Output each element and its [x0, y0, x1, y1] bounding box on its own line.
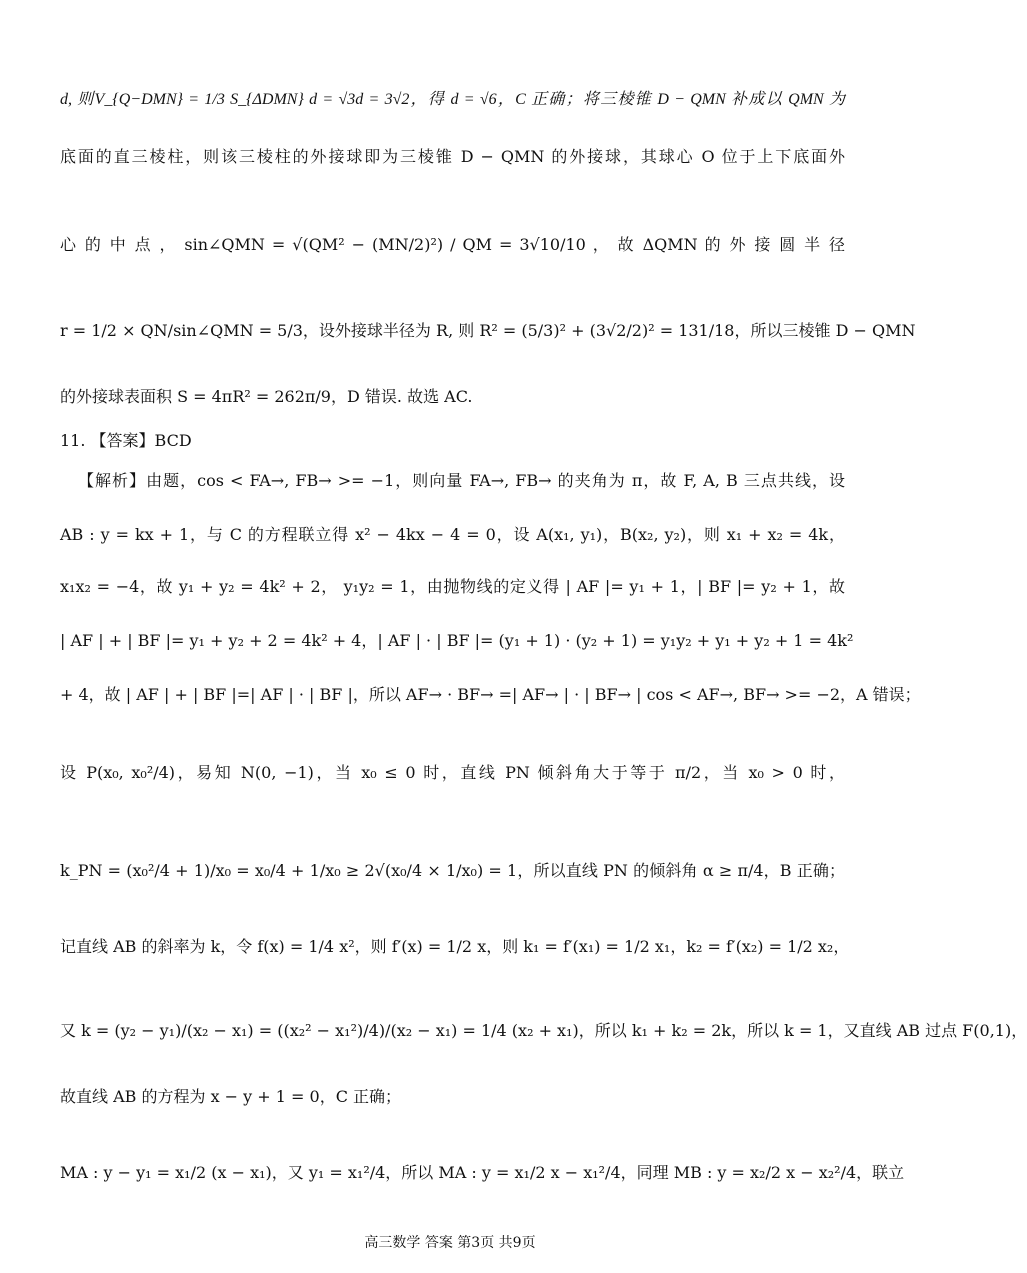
line-text: MA : y − y₁ = x₁/2 (x − x₁)，又 y₁ = x₁²/4，所以 MA : y = x₁/2 x − x₁²/4，同理 MB : y = x₂/2 x − x₂²/4，联立 — [60, 1163, 905, 1182]
line-text: 记直线 AB 的斜率为 k，令 f(x) = 1/4 x²，则 f′(x) = 1/2 x，则 k₁ = f′(x₁) = 1/2 x₁，k₂ = f′(x₂) = 1/2 x₂， — [60, 937, 850, 956]
line-text: r = 1/2 × QN/sin∠QMN = 5/3，设外接球半径为 R, 则 R² = (5/3)² + (3√2/2)² = 131/18，所以三棱锥 D − QMN — [60, 321, 916, 340]
line-text: | AF | + | BF |= y₁ + y₂ + 2 = 4k² + 4，| AF | · | BF |= (y₁ + 1) · (y₂ + 1) = y₁y₂ + y₁ + y₂ + 1 = 4k² — [60, 631, 854, 650]
line-10 — [60, 628, 854, 654]
line-7 — [78, 468, 845, 494]
line-1 — [60, 86, 845, 113]
line-2 — [60, 144, 845, 170]
line-text: AB : y = kx + 1，与 C 的方程联立得 x² − 4kx − 4 = 0，设 A(x₁, y₁)，B(x₂, y₂)，则 x₁ + x₂ = 4k， — [60, 525, 845, 544]
line-text: 故直线 AB 的方程为 x − y + 1 = 0，C 正确； — [60, 1087, 402, 1106]
page-footer: 高三数学 答案 第3页 共9页 — [364, 1235, 536, 1251]
line-text: x₁x₂ = −4，故 y₁ + y₂ = 4k² + 2， y₁y₂ = 1，由抛物线的定义得 | AF |= y₁ + 1，| BF |= y₂ + 1，故 — [60, 577, 845, 596]
answer-heading: 11. 【答案】BCD — [60, 431, 192, 450]
line-13 — [60, 858, 845, 884]
line-text: d, 则V_{Q−DMN} = 1/3 S_{ΔDMN} d = √3d = 3√2，得 d = √6，C 正确；将三棱锥 D − QMN 补成以 QMN 为 — [60, 91, 845, 108]
line-text: 的外接球表面积 S = 4πR² = 262π/9，D 错误. 故选 AC. — [60, 387, 473, 406]
line-3 — [60, 232, 845, 258]
line-text: 又 k = (y₂ − y₁)/(x₂ − x₁) = ((x₂² − x₁²)/4)/(x₂ − x₁) = 1/4 (x₂ + x₁)，所以 k₁ + k₂ = 2k，所以 k = 1，又直线 AB 过点 F(0,1)， — [60, 1021, 1027, 1040]
line-8 — [60, 522, 845, 548]
line-16 — [60, 1084, 845, 1110]
line-17 — [60, 1160, 905, 1186]
line-9 — [60, 574, 845, 600]
line-text: 设 P(x₀, x₀²/4)，易知 N(0, −1)，当 x₀ ≤ 0 时，直线 PN 倾斜角大于等于 π/2，当 x₀ > 0 时， — [60, 763, 845, 782]
line-15 — [60, 1018, 1027, 1044]
line-text: 【解析】由题，cos < FA→, FB→ >= −1，则向量 FA→, FB→ 的夹角为 π，故 F, A, B 三点共线，设 — [78, 471, 845, 490]
line-6 — [60, 428, 845, 454]
line-text: + 4，故 | AF | + | BF |=| AF | · | BF |，所以 AF→ · BF→ =| AF→ | · | BF→ | cos < AF→, BF→ >= −2，A 错误； — [60, 685, 921, 704]
line-4 — [60, 318, 916, 344]
line-11 — [60, 682, 921, 708]
line-12 — [60, 760, 845, 786]
line-text: k_PN = (x₀²/4 + 1)/x₀ = x₀/4 + 1/x₀ ≥ 2√(x₀/4 × 1/x₀) = 1，所以直线 PN 的倾斜角 α ≥ π/4，B 正确； — [60, 861, 845, 880]
line-text: 心 的 中 点 ， sin∠QMN = √(QM² − (MN/2)²) / QM = 3√10/10 ， 故 ΔQMN 的 外 接 圆 半 径 — [60, 235, 845, 254]
line-5 — [60, 384, 845, 410]
line-14 — [60, 934, 850, 960]
line-text: 底面的直三棱柱，则该三棱柱的外接球即为三棱锥 D − QMN 的外接球，其球心 O 位于上下底面外 — [60, 147, 845, 166]
